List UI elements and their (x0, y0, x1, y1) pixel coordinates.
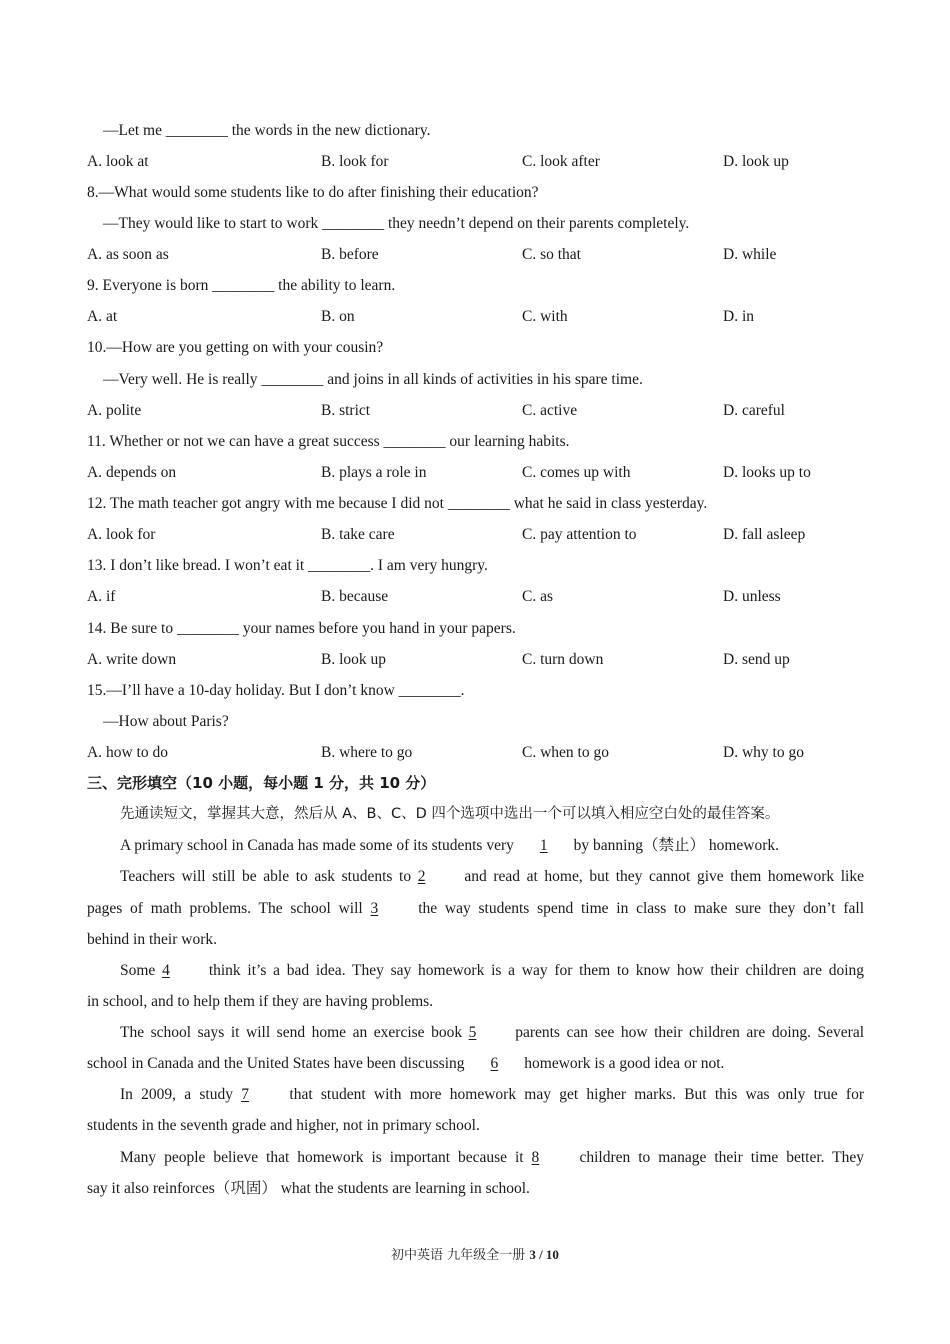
q15-option-a: A. how to do (87, 744, 168, 761)
q14-options (87, 644, 867, 675)
passage-p6-line1 (120, 1142, 864, 1173)
q11-options (87, 457, 867, 488)
q14-stem: 14. Be sure to ________ your names before you hand in your papers. (87, 620, 516, 637)
passage-p4-line1 (120, 1017, 864, 1048)
blank-5: 5 (468, 1024, 477, 1041)
p4-text-c: parents can see how their children are doing. Several (515, 1024, 865, 1041)
q10-options (87, 395, 867, 426)
q7-option-b: B. look for (321, 153, 389, 170)
blank-2: 2 (417, 868, 426, 885)
blank-7: 7 (241, 1086, 249, 1103)
section3-heading: 三、完形填空（10 小题，每小题 1 分，共 10 分） (87, 774, 436, 792)
q14-option-d: D. send up (723, 651, 790, 668)
q12-stem: 12. The math teacher got angry with me because I did not ________ what he said in class yesterday. (87, 495, 708, 512)
page-footer (0, 1244, 950, 1267)
q13-option-b: B. because (321, 588, 389, 605)
p6-text-c: children to manage their time better. They (579, 1149, 865, 1166)
q9-stem: 9. Everyone is born ________ the ability to learn. (87, 277, 396, 294)
blank-3: 3 (370, 900, 379, 917)
q9-options (87, 301, 867, 332)
passage-p3-line2: in school, and to help them if they are having problems. (87, 993, 434, 1010)
q14-option-c: C. turn down (522, 651, 604, 668)
p2-text-d: pages of math problems. The school will (87, 900, 363, 917)
blank-6: 6 (490, 1055, 499, 1072)
q15-stem: 15.—I’ll have a 10-day holiday. But I don’t know ________. (87, 682, 465, 699)
q9-option-c: C. with (522, 308, 568, 325)
passage-p2-line3: behind in their work. (87, 931, 218, 948)
q10-option-c: C. active (522, 402, 578, 419)
passage-p4-line2 (87, 1048, 864, 1079)
passage-p2-line1 (120, 861, 864, 892)
q8-option-a: A. as soon as (87, 246, 169, 263)
q11-option-a: A. depends on (87, 464, 177, 481)
q14-option-a: A. write down (87, 651, 177, 668)
q8-option-d: D. while (723, 246, 777, 263)
passage-p6-line2: say it also reinforces（巩固） what the students are learning in school. (87, 1180, 530, 1197)
passage-p3-line1 (120, 955, 864, 986)
q13-stem: 13. I don’t like bread. I won’t eat it ________. I am very hungry. (87, 557, 488, 574)
q8-option-c: C. so that (522, 246, 581, 263)
p6-text-a: Many people believe that homework is important because it (120, 1149, 524, 1166)
passage-p5-line1 (120, 1079, 864, 1110)
blank-8: 8 (531, 1149, 540, 1166)
p1-text-c: by banning（禁止） homework. (573, 837, 779, 854)
p3-text-a: Some (120, 962, 156, 979)
q10-stem: 10.—How are you getting on with your cousin? (87, 339, 384, 356)
blank-4: 4 (162, 962, 170, 979)
q10-option-d: D. careful (723, 402, 785, 419)
q9-option-d: D. in (723, 308, 754, 325)
q12-option-d: D. fall asleep (723, 526, 806, 543)
q7-line2: —Let me ________ the words in the new dictionary. (103, 122, 431, 139)
q15-line2: —How about Paris? (103, 713, 229, 730)
q12-option-a: A. look for (87, 526, 156, 543)
p2-text-c: and read at home, but they cannot give them homework like (464, 868, 864, 885)
passage-p2-line2 (87, 893, 864, 924)
p5-text-c: that student with more homework may get higher marks. But this was only true for (289, 1086, 864, 1103)
p4-text-d: school in Canada and the United States have been discussing (87, 1055, 465, 1072)
q10-line2: —Very well. He is really ________ and joins in all kinds of activities in his spare time. (103, 371, 643, 388)
blank-1: 1 (539, 837, 548, 854)
q15-option-c: C. when to go (522, 744, 609, 761)
p2-text-e: the way students spend time in class to make sure they don’t fall (418, 900, 865, 917)
q11-option-b: B. plays a role in (321, 464, 427, 481)
q7-option-a: A. look at (87, 153, 149, 170)
q8-stem: 8.—What would some students like to do after finishing their education? (87, 184, 539, 201)
passage-p1-line1 (120, 830, 864, 861)
page-number: 3 / 10 (529, 1247, 559, 1262)
passage-p5-line2: students in the seventh grade and higher, not in primary school. (87, 1117, 480, 1134)
q7-option-c: C. look after (522, 153, 600, 170)
p4-text-e: homework is a good idea or not. (524, 1055, 725, 1072)
q13-option-d: D. unless (723, 588, 781, 605)
q13-option-a: A. if (87, 588, 116, 605)
q10-option-b: B. strict (321, 402, 371, 419)
q9-option-b: B. on (321, 308, 355, 325)
q11-option-d: D. looks up to (723, 464, 811, 481)
footer-text: 初中英语 九年级全一册 (391, 1248, 530, 1263)
p1-text-a: A primary school in Canada has made some of its students very (120, 837, 514, 854)
section3-instruction: 先通读短文，掌握其大意，然后从 A、B、C、D 四个选项中选出一个可以填入相应空白处的最佳答案。 (120, 806, 780, 822)
q7-option-d: D. look up (723, 153, 789, 170)
q7-options (87, 146, 867, 177)
q8-options (87, 239, 867, 270)
p3-text-c: think it’s a bad idea. They say homework is a way for them to know how their children are doing (208, 962, 865, 979)
p4-text-a: The school says it will send home an exercise book (120, 1024, 463, 1041)
q15-options (87, 737, 867, 768)
q12-options (87, 519, 867, 550)
q11-option-c: C. comes up with (522, 464, 631, 481)
q12-option-b: B. take care (321, 526, 395, 543)
q11-stem: 11. Whether or not we can have a great success ________ our learning habits. (87, 433, 570, 450)
q14-option-b: B. look up (321, 651, 387, 668)
q15-option-b: B. where to go (321, 744, 413, 761)
q8-line2: —They would like to start to work ________ they needn’t depend on their parents completely. (103, 215, 690, 232)
q13-options (87, 581, 867, 612)
q13-option-c: C. as (522, 588, 553, 605)
p5-text-a: In 2009, a study (120, 1086, 233, 1103)
q9-option-a: A. at (87, 308, 118, 325)
q12-option-c: C. pay attention to (522, 526, 637, 543)
q15-option-d: D. why to go (723, 744, 804, 761)
p2-text-a: Teachers will still be able to ask students to (120, 868, 412, 885)
q8-option-b: B. before (321, 246, 379, 263)
q10-option-a: A. polite (87, 402, 142, 419)
